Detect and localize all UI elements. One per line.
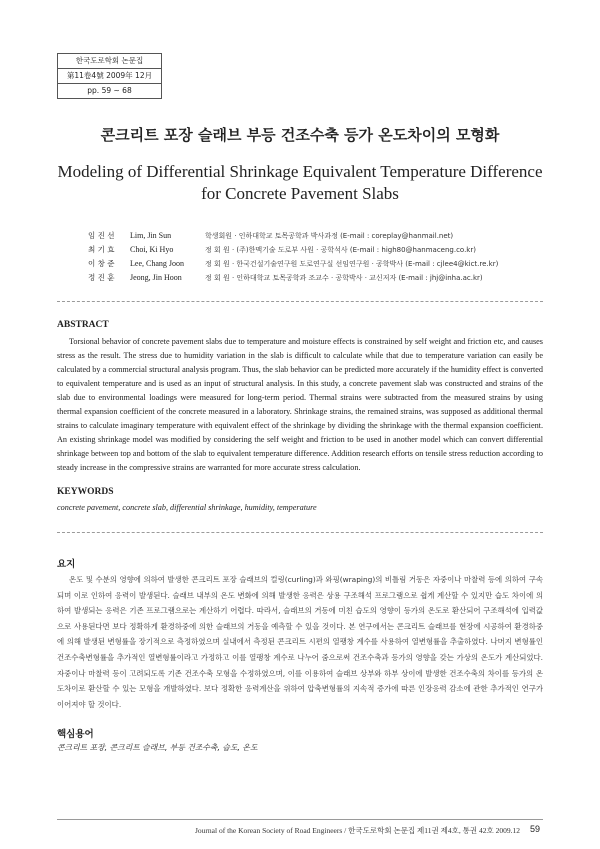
footer-citation: Journal of the Korean Society of Road Engineers / 한국도로학회 논문집 제11권 제4호, 통권 42호 2009.12: [195, 826, 520, 835]
author-kr-name: 정 진 훈: [88, 273, 115, 282]
author-affiliation: 정 회 원 · (주)한맥기술 도로부 사원 · 공학석사 (E-mail : high80@hanmaceng.co.kr): [205, 246, 476, 254]
english-title-line-1: Modeling of Differential Shrinkage Equivalent Temperature Difference: [57, 162, 543, 181]
author-kr-name: 임 진 선: [88, 231, 115, 240]
author-en-name: Lee, Chang Joon: [130, 259, 184, 268]
section-divider: [57, 532, 543, 533]
english-title: [0, 161, 600, 205]
journal-issue: 第11卷4號 2009年 12月: [58, 68, 161, 83]
korean-title: 콘크리트 포장 슬래브 부등 건조수축 등가 온도차이의 모형화: [100, 126, 500, 144]
keywords-list: concrete pavement, concrete slab, differential shrinkage, humidity, temperature: [57, 503, 317, 512]
author-en-name: Choi, Ki Hyo: [130, 245, 174, 254]
korean-abstract-heading: 요지: [57, 559, 76, 570]
author-row: [88, 257, 498, 271]
author-en-name: Lim, Jin Sun: [130, 231, 172, 240]
page-number: 59: [530, 824, 541, 834]
author-affiliation: 정 회 원 · 인하대학교 토목공학과 조교수 · 공학박사 · 교신저자 (E-mail : jhj@inha.ac.kr): [205, 274, 483, 282]
author-row: [88, 243, 498, 257]
korean-keywords-heading: 핵심용어: [57, 729, 94, 740]
keywords-heading: KEYWORDS: [57, 487, 114, 497]
section-divider: [57, 301, 543, 302]
author-en-name: Jeong, Jin Hoon: [130, 273, 182, 282]
journal-info-box: [57, 53, 162, 99]
abstract-heading: ABSTRACT: [57, 320, 109, 330]
korean-abstract-body: 온도 및 수분의 영향에 의하여 발생한 콘크리트 포장 슬래브의 컬링(curling)과 와핑(wraping)의 비틀림 거동은 자중이나 마찰력 등에 의하여 구속되며 이로 인하여 응력이 발생된다. 슬래브 내부의 온도 변화에 의해 발생한 응력은 상용 구조해석 프로그램으로 쉽게 계산할 수 있지만 습도 차이에 의하여 발생되는 응력은 기존 프로그램으로는 계산하기 어렵다. 따라서, 슬래브의 거동에 미친 습도의 영향이 등가의 온도로 환산되어 구조해석에 입력값으로 사용된다면 보다 정확하게 환경하중에 의한 슬래브의 거동을 예측할 수 있을 것이다. 본 연구에서는 콘크리트 슬래브를 현장에 시공하여 환경하중에 의해 발생된 변형률을 장기적으로 측정하였으며 실내에서 측정된 콘크리트 시편의 열팽창 계수를 사용하여 열변형률을 추출하였다. 나머지 변형률인 건조수축변형률을 추가적인 열변형률이라고 가정하고 이를 열팽창 계수로 나누어 줌으로써 건조수축과 등가의 영향을 갖는 가상의 온도가 계산되었다. 자중이나 마찰력 등이 고려되도록 기존 건조수축 모형을 수정하였으며, 이를 이용하여 슬래브 상부와 하부 상이에 발생한 건조수축의 차이를 등가의 온도차이로 환산할 수 있는 모형을 개발하였다. 보다 정확한 응력계산을 위하여 압축변형률의 지속적 증가에 따른 인장응력 감소에 관한 추가적인 연구가 이어져야 할 것이다.: [57, 575, 543, 709]
author-list: [88, 229, 498, 285]
author-affiliation: 정 회 원 · 한국건설기술연구원 도로연구실 선임연구원 · 공학박사 (E-mail : cjlee4@kict.re.kr): [205, 260, 499, 268]
journal-pages: pp. 59 ~ 68: [58, 83, 161, 98]
footer-rule: [57, 819, 543, 820]
author-row: [88, 229, 498, 243]
author-row: [88, 271, 498, 285]
english-title-line-2: for Concrete Pavement Slabs: [201, 184, 399, 203]
korean-keywords-list: 콘크리트 포장, 콘크리트 슬래브, 부등 건조수축, 습도, 온도: [57, 743, 258, 752]
author-affiliation: 학생회원 · 인하대학교 토목공학과 박사과정 (E-mail : coreplay@hanmail.net): [205, 232, 454, 240]
author-kr-name: 이 창 준: [88, 259, 115, 268]
author-kr-name: 최 기 효: [88, 245, 115, 254]
abstract-body: Torsional behavior of concrete pavement slabs due to temperature and moisture effects is constrained by self weight and friction etc, and causes stress as the result. The stress due to humidity variation in the slab is difficult to calculate while that due to temperature variation can easily be calculated by a commercial structural analysis program. Thus, the slab behavior can be predicted more accurately if the humidity effect is converted to equivalent temperature and is used as an input of structural analysis. In this study, a concrete pavement slab was constructed and strains of the slab due to environmental loadings were measured for long-term period. Thermal strains were subtracted from the measured strains by using thermal expansion coefficient of the concrete measured in a laboratory. Shrinkage strains, the remained strains, was supposed as additional thermal strains to calculate imaginary temperature with equivalent effect of the shrinkage by dividing the shrinkage with the thermal expansion coefficient. An existing shrinkage model was modified by considering the self weight and friction to be used in another model which can convert differential shrinkage between top and bottom of the slab to equivalent temperature difference. Addition research efforts on tensile stress reduction according to steady increase in the compressive strains are warranted for more accurate stress calculation.: [57, 337, 543, 472]
journal-name: 한국도로학회 논문집: [75, 56, 144, 65]
